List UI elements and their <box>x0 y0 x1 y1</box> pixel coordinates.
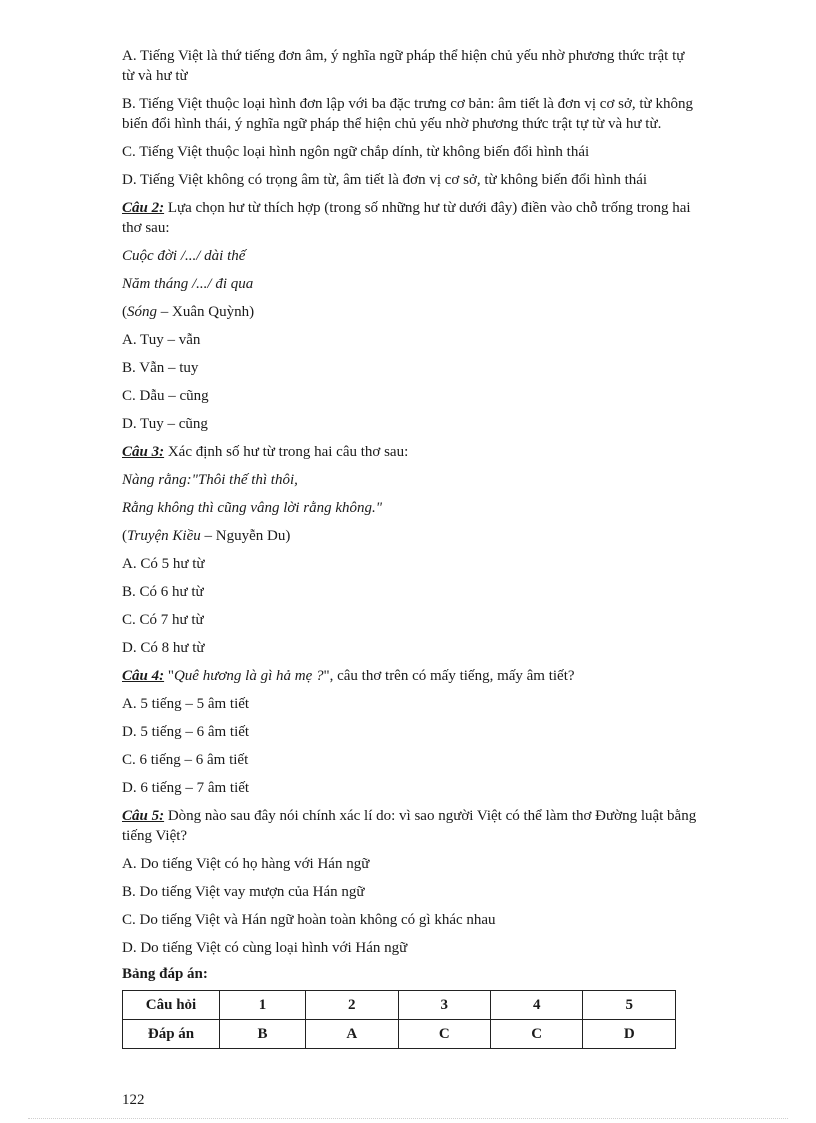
answer-table-answer-cell: A <box>306 1020 398 1049</box>
answer-table-title: Bảng đáp án: <box>122 966 208 982</box>
answer-table-answer-cell: D <box>583 1020 676 1049</box>
q3-text: Xác định số hư từ trong hai câu thơ sau: <box>164 444 409 460</box>
answer-table-question-cell: 3 <box>398 991 490 1020</box>
q1-option-b-line2: biến đổi hình thái, ý nghĩa ngữ pháp thể hiện chủ yếu nhờ phương thức trật tự từ và hư từ. <box>122 116 662 132</box>
q1-option-b-line1: B. Tiếng Việt thuộc loại hình đơn lập với ba đặc trưng cơ bản: âm tiết là đơn vị cơ sở, từ không <box>122 96 693 112</box>
answer-table-answer-cell: B <box>220 1020 306 1049</box>
q2-source-author: – Xuân Quỳnh) <box>157 304 255 320</box>
answer-table-question-cell: 2 <box>306 991 398 1020</box>
answer-table-row-answers <box>123 1020 676 1049</box>
q3-source-work: Truyện Kiều <box>127 528 201 544</box>
answer-table-question-cell: 5 <box>583 991 676 1020</box>
q5-option-d: D. Do tiếng Việt có cùng loại hình với Hán ngữ <box>122 940 408 956</box>
page-number: 122 <box>122 1092 145 1108</box>
q5-option-c: C. Do tiếng Việt và Hán ngữ hoàn toàn không có gì khác nhau <box>122 912 496 928</box>
q3-poem-line1: Nàng rằng:"Thôi thế thì thôi, <box>122 472 298 488</box>
q2-stem-line1 <box>122 198 778 218</box>
answer-table-answer-cell: C <box>490 1020 582 1049</box>
footer-divider <box>28 1118 788 1119</box>
q5-option-a: A. Do tiếng Việt có họ hàng với Hán ngữ <box>122 856 370 872</box>
q1-option-d: D. Tiếng Việt không có trọng âm từ, âm tiết là đơn vị cơ sở, từ không biến đổi hình thái <box>122 172 648 188</box>
q5-option-b: B. Do tiếng Việt vay mượn của Hán ngữ <box>122 884 365 900</box>
answer-table-question-cell: 1 <box>220 991 306 1020</box>
q3-option-c: C. Có 7 hư từ <box>122 612 204 628</box>
q2-source-open: ( <box>122 304 127 320</box>
q3-poem-line2: Rằng không thì cũng vâng lời rằng không." <box>122 500 383 516</box>
q2-option-b: B. Vẫn – tuy <box>122 360 199 376</box>
q1-option-a <box>122 46 778 86</box>
q5-stem-line2: tiếng Việt? <box>122 828 188 844</box>
q2-text: Lựa chọn hư từ thích hợp (trong số những hư từ dưới đây) điền vào chỗ trống trong hai <box>164 200 691 216</box>
answer-table-row-questions <box>123 991 676 1020</box>
q1-option-a-line1: A. Tiếng Việt là thứ tiếng đơn âm, ý nghĩa ngữ pháp thể hiện chủ yếu nhờ phương thức trật tự <box>122 48 685 64</box>
q4-option-a: A. 5 tiếng – 5 âm tiết <box>122 696 250 712</box>
q3-option-a: A. Có 5 hư từ <box>122 556 205 572</box>
q3-source-author: – Nguyễn Du) <box>200 528 291 544</box>
q4-stem <box>122 666 778 686</box>
q2-poem-line2: Năm tháng /.../ đi qua <box>122 276 254 292</box>
q2-option-d: D. Tuy – cũng <box>122 416 208 432</box>
q4-option-d: D. 6 tiếng – 7 âm tiết <box>122 780 250 796</box>
answer-table-answer-cell: C <box>398 1020 490 1049</box>
q1-option-b <box>122 94 778 134</box>
answer-table-question-cell: 4 <box>490 991 582 1020</box>
q5-text: Dòng nào sau đây nói chính xác lí do: vì sao người Việt có thể làm thơ Đường luật bằng <box>164 808 697 824</box>
answer-table <box>122 990 676 1049</box>
q3-option-d: D. Có 8 hư từ <box>122 640 205 656</box>
q2-poem-line1: Cuộc đời /.../ dài thế <box>122 248 246 264</box>
q1-option-c: C. Tiếng Việt thuộc loại hình ngôn ngữ chắp dính, từ không biến đổi hình thái <box>122 144 590 160</box>
q2-option-a: A. Tuy – vẫn <box>122 332 201 348</box>
q3-option-b: B. Có 6 hư từ <box>122 584 204 600</box>
q2-source <box>122 302 778 322</box>
q2-stem-line2: thơ sau: <box>122 220 170 236</box>
q4-option-c: C. 6 tiếng – 6 âm tiết <box>122 752 249 768</box>
q3-label: Câu 3: <box>122 444 165 460</box>
q3-stem <box>122 442 778 462</box>
q4-text: ", câu thơ trên có mấy tiếng, mấy âm tiết? <box>323 668 575 684</box>
q4-quote: Quê hương là gì hả mẹ ? <box>173 668 324 684</box>
q1-option-a-line2: từ và hư từ <box>122 68 188 84</box>
q2-label: Câu 2: <box>122 200 165 216</box>
q3-source-open: ( <box>122 528 127 544</box>
q2-stem <box>122 198 778 238</box>
answer-table-header-answers: Đáp án <box>123 1020 220 1049</box>
answer-table-header-questions: Câu hỏi <box>123 991 220 1020</box>
page-content <box>122 46 778 1049</box>
q4-quote-open: " <box>164 668 174 684</box>
q5-label: Câu 5: <box>122 808 165 824</box>
q4-label: Câu 4: <box>122 668 165 684</box>
q5-stem <box>122 806 778 846</box>
q3-source <box>122 526 778 546</box>
q2-option-c: C. Dẫu – cũng <box>122 388 209 404</box>
q2-source-work: Sóng <box>127 304 157 320</box>
q5-stem-line1 <box>122 806 778 826</box>
q4-option-b: D. 5 tiếng – 6 âm tiết <box>122 724 250 740</box>
